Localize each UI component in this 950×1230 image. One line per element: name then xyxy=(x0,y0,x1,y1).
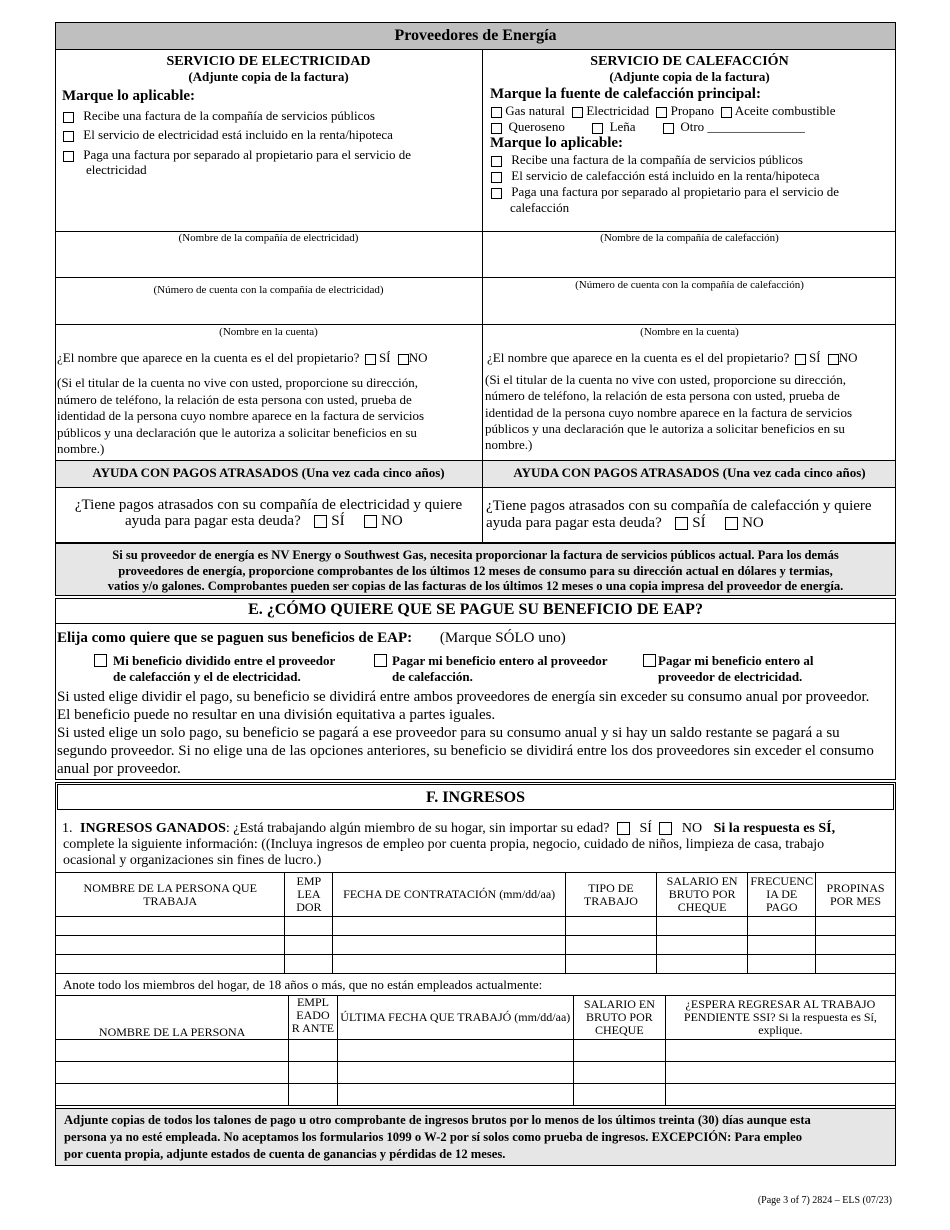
no-checkbox[interactable] xyxy=(725,517,738,530)
heating-sources-row1: Gas natural Electricidad Propano Aceite combustible xyxy=(491,103,835,119)
checkbox[interactable] xyxy=(63,151,74,162)
yes-checkbox[interactable] xyxy=(795,354,806,365)
electric-account-label: (Número de cuenta con la compañía de electricidad) xyxy=(153,284,384,296)
section-e-title: E. ¿CÓMO QUIERE QUE SE PAGUE SU BENEFICIO DE EAP? xyxy=(248,601,703,618)
checkbox[interactable] xyxy=(491,188,502,199)
checkbox[interactable] xyxy=(592,123,603,134)
electric-arrears-heading: AYUDA CON PAGOS ATRASADOS (Una vez cada cinco años) xyxy=(92,465,445,480)
checkbox[interactable] xyxy=(374,654,387,667)
yes-checkbox[interactable] xyxy=(617,822,630,835)
heating-source-label: Marque la fuente de calefacción principal: xyxy=(490,86,761,102)
section-e-explanation: Si usted elige dividir el pago, su beneficio se dividirá entre ambos proveedores de energía sin exceder su consumo anual por proveedor. El beneficio puede no resultar en una división equitativa a partes iguales. Si usted elige un solo pago, su beneficio se pagará a ese proveedor para su consumo anual y si hay un saldo restante se pagará a su segundo proveedor. Si no elige una de las opciones anteriores, su beneficio se dividirá entre los dos proveedores sin exceder el consumo anual por proveedor. xyxy=(57,689,874,777)
electric-owner-note: (Si el titular de la cuenta no vive con usted, proporcione su dirección, número de teléfono, la relación de esta persona con usted, prueba de identidad de la persona cuyo nombre aparece en la factura de servicios públicos y una declaración que le autoriza a solicitar beneficios en su nombre.) xyxy=(57,375,425,456)
col-header: TIPO DE TRABAJO xyxy=(566,873,657,917)
heating-company-input[interactable] xyxy=(488,248,891,274)
table-row xyxy=(56,1084,896,1106)
provider-note: Si su proveedor de energía es NV Energy o Southwest Gas, necesita proporcionar la factura de servicios públicos actual. Para los demás proveedores de energía, proporcione comprobantes de los últimos 12 meses de consumo para su dirección actual en dólares y termias, vatios y/o galones. Comprobantes pueden ser copias de las facturas de los últimos 12 meses o una copia impresa del proveedor de energía. xyxy=(55,543,896,596)
electric-only-option: Pagar mi beneficio entero al proveedor de electricidad. xyxy=(643,653,814,685)
electric-option-landlord: Paga una factura por separado al propietario para el servicio de xyxy=(63,147,411,163)
table-row xyxy=(56,955,896,974)
section-header xyxy=(55,22,896,50)
heating-heading: SERVICIO DE CALEFACCIÓN xyxy=(590,54,789,69)
col-header: FECHA DE CONTRATACIÓN (mm/dd/aa) xyxy=(333,873,566,917)
checkbox[interactable] xyxy=(491,123,502,134)
page-footer: (Page 3 of 7) 2824 – ELS (07/23) xyxy=(757,1195,892,1206)
unemployed-table xyxy=(55,995,896,1106)
col-header: ÚLTIMA FECHA QUE TRABAJÓ (mm/dd/aa) xyxy=(337,996,573,1040)
col-header: NOMBRE DE LA PERSONA QUE TRABAJA xyxy=(56,873,285,917)
earned-income-instructions: complete la siguiente información: ((Incluya ingresos de empleo por cuenta propia, negocio, cuidado de niños, limpieza de casa, trabajo xyxy=(63,837,825,852)
checkbox[interactable] xyxy=(491,172,502,183)
electric-owner-question: ¿El nombre que aparece en la cuenta es el del propietario? SÍ NO xyxy=(57,350,428,365)
heating-owner-question: ¿El nombre que aparece en la cuenta es el del propietario? SÍ NO xyxy=(487,350,858,365)
earned-income-question: 1. INGRESOS GANADOS: ¿Está trabajando algún miembro de su hogar, sin importar su edad? SÍ NO Si la respuesta es SÍ, xyxy=(62,821,836,836)
heating-option-landlord: Paga una factura por separado al propietario para el servicio de xyxy=(491,184,839,200)
section-e-choose: Elija como quiere que se paguen sus beneficios de EAP: (Marque SÓLO uno) xyxy=(57,630,566,646)
electric-name-label: (Nombre en la cuenta) xyxy=(219,326,318,338)
no-checkbox[interactable] xyxy=(659,822,672,835)
heating-option-landlord-cont: calefacción xyxy=(510,200,570,215)
checkbox[interactable] xyxy=(491,156,502,167)
electric-option-landlord-cont: electricidad xyxy=(86,162,147,177)
checkbox[interactable] xyxy=(491,107,502,118)
heating-attach-note: (Adjunte copia de la factura) xyxy=(609,69,770,84)
col-header: FRECUENC IA DE PAGO xyxy=(748,873,816,917)
heating-option-included: El servicio de calefacción está incluido en la renta/hipoteca xyxy=(491,168,820,184)
electric-option-bill: Recibe una factura de la compañía de servicios públicos xyxy=(63,108,375,124)
col-header: SALARIO EN BRUTO POR CHEQUE xyxy=(573,996,665,1040)
heating-company-label: (Nombre de la compañía de calefacción) xyxy=(600,232,779,244)
electric-arrears-question: ¿Tiene pagos atrasados con su compañía de electricidad y quiere xyxy=(74,497,463,513)
checkbox[interactable] xyxy=(663,123,674,134)
checkbox[interactable] xyxy=(572,107,583,118)
income-attach-note: Adjunte copias de todos los talones de pago u otro comprobante de ingresos brutos por lo menos de los últimos treinta (30) días aunque esta persona ya no esté empleada. No aceptamos los formularios 1099 o W-2 por sí solos como prueba de ingresos. EXCEPCIÓN: Para empleo por cuenta propia, adjunte estados de cuenta de ganancias y pérdidas de 12 meses. xyxy=(55,1108,896,1166)
employed-table xyxy=(55,872,896,974)
col-header: EMP LEA DOR xyxy=(285,873,333,917)
page-title: Proveedores de Energía xyxy=(394,27,557,44)
electric-company-input[interactable] xyxy=(60,248,477,274)
heating-arrears-answer: ayuda para pagar esta deuda? SÍ NO xyxy=(486,515,764,531)
electric-company-label: (Nombre de la compañía de electricidad) xyxy=(178,232,359,244)
checkbox[interactable] xyxy=(656,107,667,118)
heating-mark-label: Marque lo aplicable: xyxy=(490,135,624,151)
checkbox[interactable] xyxy=(94,654,107,667)
col-header: SALARIO EN BRUTO POR CHEQUE xyxy=(656,873,748,917)
heating-arrears-question: ¿Tiene pagos atrasados con su compañía de calefacción y quiere xyxy=(486,498,872,514)
yes-checkbox[interactable] xyxy=(675,517,688,530)
unemployed-label: Anote todo los miembros del hogar, de 18 años o más, que no están empleados actualmente: xyxy=(63,977,543,992)
col-header: PROPINAS POR MES xyxy=(816,873,896,917)
heating-option-bill: Recibe una factura de la compañía de servicios públicos xyxy=(491,152,803,168)
heating-sources-row2: Queroseno Leña Otro _______________ xyxy=(491,119,805,135)
electric-account-input[interactable] xyxy=(60,298,477,322)
heating-name-label: (Nombre en la cuenta) xyxy=(640,326,739,338)
earned-income-instructions-2: ocasional y organizaciones sin fines de lucro.) xyxy=(63,853,322,868)
electric-heading: SERVICIO DE ELECTRICIDAD xyxy=(166,54,371,69)
heating-arrears-heading: AYUDA CON PAGOS ATRASADOS (Una vez cada cinco años) xyxy=(513,465,866,480)
no-checkbox[interactable] xyxy=(398,354,409,365)
yes-checkbox[interactable] xyxy=(365,354,376,365)
electric-attach-note: (Adjunte copia de la factura) xyxy=(188,69,349,84)
col-header: NOMBRE DE LA PERSONA xyxy=(56,996,289,1040)
split-option: Mi beneficio dividido entre el proveedor de calefacción y el de electricidad. xyxy=(94,653,335,685)
electric-arrears-answer: ayuda para pagar esta deuda? SÍ NO xyxy=(125,513,403,529)
heating-account-label: (Número de cuenta con la compañía de calefacción) xyxy=(575,279,804,291)
table-row xyxy=(56,936,896,955)
no-checkbox[interactable] xyxy=(828,354,839,365)
no-checkbox[interactable] xyxy=(364,515,377,528)
checkbox[interactable] xyxy=(63,131,74,142)
section-f-title: F. INGRESOS xyxy=(426,789,525,806)
table-row xyxy=(56,917,896,936)
yes-checkbox[interactable] xyxy=(314,515,327,528)
table-row xyxy=(56,1040,896,1062)
checkbox[interactable] xyxy=(721,107,732,118)
electric-option-included: El servicio de electricidad está incluido en la renta/hipoteca xyxy=(63,127,393,143)
table-row xyxy=(56,1062,896,1084)
col-header: EMPL EADO R ANTE xyxy=(289,996,337,1040)
heating-only-option: Pagar mi beneficio entero al proveedor de calefacción. xyxy=(374,653,608,685)
heating-owner-note: (Si el titular de la cuenta no vive con usted, proporcione su dirección, número de teléfono, la relación de esta persona con usted, prueba de identidad de la persona cuyo nombre aparece en la factura de servicios públicos y una declaración que le autoriza a solicitar beneficios en su nombre.) xyxy=(485,372,853,453)
checkbox[interactable] xyxy=(643,654,656,667)
col-header: ¿ESPERA REGRESAR AL TRABAJO PENDIENTE SSI? Si la respuesta es Sí, explique. xyxy=(665,996,895,1040)
heating-account-input[interactable] xyxy=(488,296,891,322)
electric-mark-label: Marque lo aplicable: xyxy=(62,88,196,104)
checkbox[interactable] xyxy=(63,112,74,123)
